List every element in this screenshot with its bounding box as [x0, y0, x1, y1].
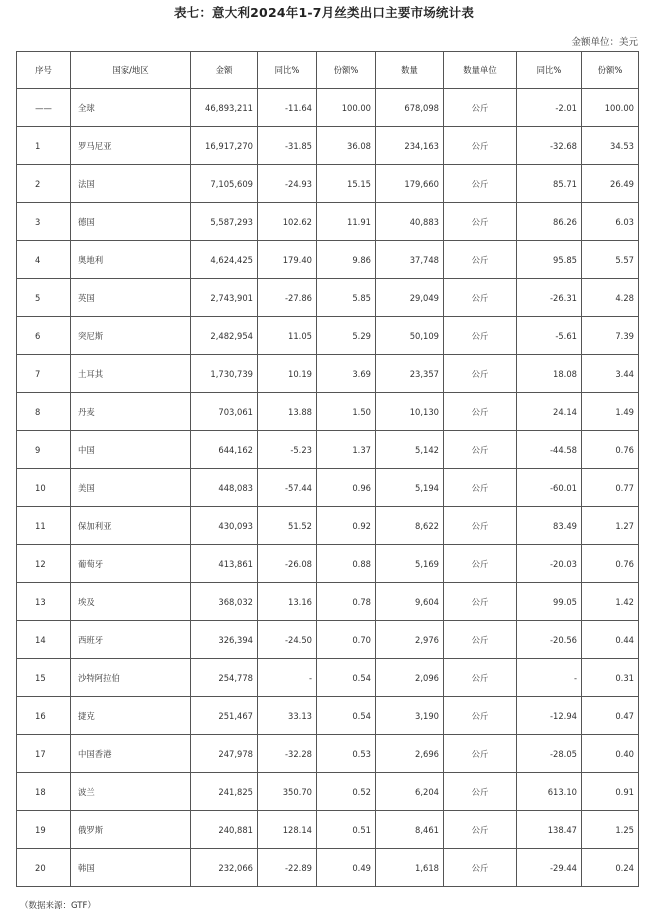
- row-index: 5: [17, 279, 71, 317]
- row-quantity-yoy: -20.56: [517, 621, 582, 659]
- row-amount-yoy: 13.88: [258, 393, 317, 431]
- row-amount-yoy: -31.85: [258, 127, 317, 165]
- row-quantity-share: 0.76: [582, 431, 639, 469]
- row-country: 英国: [71, 279, 191, 317]
- row-quantity-share: 1.42: [582, 583, 639, 621]
- row-amount-share: 0.52: [317, 773, 376, 811]
- row-index: 14: [17, 621, 71, 659]
- table-row: [17, 355, 639, 393]
- row-quantity: 2,696: [376, 735, 444, 773]
- row-amount: 2,743,901: [191, 279, 258, 317]
- row-quantity-yoy: -26.31: [517, 279, 582, 317]
- row-amount-share: 0.78: [317, 583, 376, 621]
- row-country: 法国: [71, 165, 191, 203]
- row-quantity-unit: 公斤: [444, 583, 517, 621]
- row-country: 突尼斯: [71, 317, 191, 355]
- row-amount: 448,083: [191, 469, 258, 507]
- row-quantity-share: 0.91: [582, 773, 639, 811]
- row-index: 17: [17, 735, 71, 773]
- row-quantity-yoy: 85.71: [517, 165, 582, 203]
- row-country: 保加利亚: [71, 507, 191, 545]
- table-row: [17, 393, 639, 431]
- row-country: 德国: [71, 203, 191, 241]
- row-quantity-unit: 公斤: [444, 89, 517, 127]
- row-country: 美国: [71, 469, 191, 507]
- row-quantity-share: 1.25: [582, 811, 639, 849]
- row-quantity-share: 34.53: [582, 127, 639, 165]
- row-index: 20: [17, 849, 71, 887]
- row-amount-share: 0.54: [317, 697, 376, 735]
- row-amount-yoy: 350.70: [258, 773, 317, 811]
- row-quantity: 5,142: [376, 431, 444, 469]
- row-country: 韩国: [71, 849, 191, 887]
- row-quantity-unit: 公斤: [444, 697, 517, 735]
- row-amount-yoy: 102.62: [258, 203, 317, 241]
- row-amount-share: 0.92: [317, 507, 376, 545]
- row-country: 土耳其: [71, 355, 191, 393]
- row-quantity: 1,618: [376, 849, 444, 887]
- row-quantity-yoy: -32.68: [517, 127, 582, 165]
- row-country: 俄罗斯: [71, 811, 191, 849]
- table-row: [17, 507, 639, 545]
- table-row: [17, 621, 639, 659]
- row-amount-yoy: -5.23: [258, 431, 317, 469]
- table-row: [17, 165, 639, 203]
- row-amount-yoy: -22.89: [258, 849, 317, 887]
- row-quantity-unit: 公斤: [444, 735, 517, 773]
- row-quantity-yoy: -2.01: [517, 89, 582, 127]
- row-quantity-yoy: 99.05: [517, 583, 582, 621]
- row-amount: 413,861: [191, 545, 258, 583]
- row-country: 西班牙: [71, 621, 191, 659]
- row-quantity-share: 7.39: [582, 317, 639, 355]
- table-row: [17, 241, 639, 279]
- row-amount: 7,105,609: [191, 165, 258, 203]
- row-quantity-yoy: -28.05: [517, 735, 582, 773]
- row-quantity: 8,461: [376, 811, 444, 849]
- table-row: [17, 773, 639, 811]
- data-source-note: （数据来源：GTF）: [20, 901, 96, 911]
- row-country: 罗马尼亚: [71, 127, 191, 165]
- row-quantity-yoy: 95.85: [517, 241, 582, 279]
- row-quantity-yoy: 18.08: [517, 355, 582, 393]
- row-quantity-share: 0.24: [582, 849, 639, 887]
- row-quantity: 5,169: [376, 545, 444, 583]
- row-quantity-unit: 公斤: [444, 203, 517, 241]
- header-quantity: 数量: [376, 52, 444, 89]
- row-index: 19: [17, 811, 71, 849]
- row-index: 8: [17, 393, 71, 431]
- row-index: 6: [17, 317, 71, 355]
- row-amount-yoy: 179.40: [258, 241, 317, 279]
- row-quantity-yoy: 613.10: [517, 773, 582, 811]
- row-amount-share: 0.70: [317, 621, 376, 659]
- row-amount-yoy: -27.86: [258, 279, 317, 317]
- row-amount: 254,778: [191, 659, 258, 697]
- row-amount: 4,624,425: [191, 241, 258, 279]
- row-amount: 232,066: [191, 849, 258, 887]
- row-quantity-yoy: -60.01: [517, 469, 582, 507]
- row-amount-yoy: 13.16: [258, 583, 317, 621]
- row-index: 3: [17, 203, 71, 241]
- row-index: 2: [17, 165, 71, 203]
- row-quantity-share: 1.27: [582, 507, 639, 545]
- row-quantity-share: 0.40: [582, 735, 639, 773]
- row-amount: 46,893,211: [191, 89, 258, 127]
- row-quantity: 9,604: [376, 583, 444, 621]
- row-amount: 241,825: [191, 773, 258, 811]
- row-country: 捷克: [71, 697, 191, 735]
- row-quantity-yoy: -20.03: [517, 545, 582, 583]
- row-index: 7: [17, 355, 71, 393]
- table-row: [17, 545, 639, 583]
- row-index: 11: [17, 507, 71, 545]
- table-row: [17, 735, 639, 773]
- row-index: ——: [17, 89, 71, 127]
- row-index: 4: [17, 241, 71, 279]
- table-row: [17, 659, 639, 697]
- row-quantity-unit: 公斤: [444, 849, 517, 887]
- row-quantity: 5,194: [376, 469, 444, 507]
- row-amount: 16,917,270: [191, 127, 258, 165]
- row-quantity-unit: 公斤: [444, 241, 517, 279]
- row-quantity-unit: 公斤: [444, 621, 517, 659]
- row-country: 埃及: [71, 583, 191, 621]
- row-quantity-unit: 公斤: [444, 355, 517, 393]
- row-quantity-unit: 公斤: [444, 165, 517, 203]
- table-row: [17, 849, 639, 887]
- row-index: 9: [17, 431, 71, 469]
- row-amount-share: 0.96: [317, 469, 376, 507]
- header-country: 国家/地区: [71, 52, 191, 89]
- row-quantity-unit: 公斤: [444, 773, 517, 811]
- row-amount: 247,978: [191, 735, 258, 773]
- row-country: 中国: [71, 431, 191, 469]
- row-quantity-unit: 公斤: [444, 659, 517, 697]
- market-stats-table: [16, 51, 639, 887]
- row-index: 16: [17, 697, 71, 735]
- row-quantity: 10,130: [376, 393, 444, 431]
- row-quantity: 29,049: [376, 279, 444, 317]
- row-quantity-yoy: -12.94: [517, 697, 582, 735]
- row-quantity: 2,096: [376, 659, 444, 697]
- row-quantity-share: 0.76: [582, 545, 639, 583]
- row-quantity-share: 0.44: [582, 621, 639, 659]
- row-country: 波兰: [71, 773, 191, 811]
- table-row: [17, 89, 639, 127]
- row-quantity: 37,748: [376, 241, 444, 279]
- row-amount-yoy: 128.14: [258, 811, 317, 849]
- row-quantity: 179,660: [376, 165, 444, 203]
- table-row: [17, 203, 639, 241]
- row-amount-yoy: -57.44: [258, 469, 317, 507]
- row-amount-yoy: -24.50: [258, 621, 317, 659]
- row-quantity-yoy: -44.58: [517, 431, 582, 469]
- row-quantity-unit: 公斤: [444, 393, 517, 431]
- row-amount-share: 1.50: [317, 393, 376, 431]
- row-quantity: 23,357: [376, 355, 444, 393]
- row-quantity: 50,109: [376, 317, 444, 355]
- row-country: 中国香港: [71, 735, 191, 773]
- row-quantity-share: 4.28: [582, 279, 639, 317]
- row-amount-share: 1.37: [317, 431, 376, 469]
- row-country: 葡萄牙: [71, 545, 191, 583]
- page-title: 表七：意大利2024年1-7月丝类出口主要市场统计表: [173, 5, 475, 20]
- row-index: 18: [17, 773, 71, 811]
- row-quantity: 40,883: [376, 203, 444, 241]
- row-index: 1: [17, 127, 71, 165]
- row-quantity-yoy: 83.49: [517, 507, 582, 545]
- header-quantity-share: 份额%: [582, 52, 639, 89]
- row-quantity-share: 26.49: [582, 165, 639, 203]
- row-index: 10: [17, 469, 71, 507]
- row-quantity-yoy: -5.61: [517, 317, 582, 355]
- row-amount-yoy: -24.93: [258, 165, 317, 203]
- row-quantity: 8,622: [376, 507, 444, 545]
- row-amount-share: 0.53: [317, 735, 376, 773]
- row-amount: 326,394: [191, 621, 258, 659]
- header-quantity-yoy: 同比%: [517, 52, 582, 89]
- row-quantity-unit: 公斤: [444, 279, 517, 317]
- row-amount-yoy: -26.08: [258, 545, 317, 583]
- row-amount-share: 0.88: [317, 545, 376, 583]
- row-quantity: 2,976: [376, 621, 444, 659]
- row-amount-share: 0.49: [317, 849, 376, 887]
- row-quantity-yoy: 138.47: [517, 811, 582, 849]
- row-quantity-share: 100.00: [582, 89, 639, 127]
- header-index: 序号: [17, 52, 71, 89]
- row-amount-share: 15.15: [317, 165, 376, 203]
- row-amount-share: 5.85: [317, 279, 376, 317]
- row-quantity-share: 1.49: [582, 393, 639, 431]
- header-amount-yoy: 同比%: [258, 52, 317, 89]
- table-row: [17, 127, 639, 165]
- row-amount: 5,587,293: [191, 203, 258, 241]
- row-quantity-unit: 公斤: [444, 469, 517, 507]
- header-amount: 金额: [191, 52, 258, 89]
- row-quantity-unit: 公斤: [444, 431, 517, 469]
- row-amount: 1,730,739: [191, 355, 258, 393]
- table-header-row: [17, 52, 639, 89]
- row-quantity-yoy: 24.14: [517, 393, 582, 431]
- unit-note: 金额单位：美元: [571, 37, 638, 48]
- row-quantity-yoy: 86.26: [517, 203, 582, 241]
- row-quantity-share: 0.77: [582, 469, 639, 507]
- row-quantity: 678,098: [376, 89, 444, 127]
- row-amount-yoy: -11.64: [258, 89, 317, 127]
- row-amount: 703,061: [191, 393, 258, 431]
- row-amount-share: 5.29: [317, 317, 376, 355]
- row-amount-share: 9.86: [317, 241, 376, 279]
- row-amount: 430,093: [191, 507, 258, 545]
- table-row: [17, 317, 639, 355]
- row-quantity-unit: 公斤: [444, 317, 517, 355]
- row-quantity: 234,163: [376, 127, 444, 165]
- row-quantity: 3,190: [376, 697, 444, 735]
- row-quantity-yoy: -29.44: [517, 849, 582, 887]
- row-index: 13: [17, 583, 71, 621]
- row-amount-yoy: -32.28: [258, 735, 317, 773]
- row-quantity-share: 0.47: [582, 697, 639, 735]
- row-amount-yoy: 51.52: [258, 507, 317, 545]
- row-amount-share: 11.91: [317, 203, 376, 241]
- row-country: 全球: [71, 89, 191, 127]
- row-quantity-share: 3.44: [582, 355, 639, 393]
- table-row: [17, 279, 639, 317]
- row-amount: 368,032: [191, 583, 258, 621]
- row-amount: 251,467: [191, 697, 258, 735]
- row-quantity-unit: 公斤: [444, 811, 517, 849]
- row-quantity-unit: 公斤: [444, 545, 517, 583]
- row-amount: 240,881: [191, 811, 258, 849]
- table-row: [17, 583, 639, 621]
- row-amount-share: 3.69: [317, 355, 376, 393]
- header-quantity-unit: 数量单位: [444, 52, 517, 89]
- table-row: [17, 811, 639, 849]
- row-quantity-unit: 公斤: [444, 127, 517, 165]
- row-amount-yoy: 11.05: [258, 317, 317, 355]
- row-amount-share: 100.00: [317, 89, 376, 127]
- row-index: 12: [17, 545, 71, 583]
- row-country: 奥地利: [71, 241, 191, 279]
- table-row: [17, 431, 639, 469]
- row-quantity-unit: 公斤: [444, 507, 517, 545]
- row-amount: 644,162: [191, 431, 258, 469]
- row-country: 丹麦: [71, 393, 191, 431]
- row-index: 15: [17, 659, 71, 697]
- row-amount-yoy: -: [258, 659, 317, 697]
- row-amount-share: 36.08: [317, 127, 376, 165]
- row-amount-share: 0.51: [317, 811, 376, 849]
- table-row: [17, 697, 639, 735]
- row-amount-yoy: 33.13: [258, 697, 317, 735]
- row-quantity-share: 5.57: [582, 241, 639, 279]
- header-amount-share: 份额%: [317, 52, 376, 89]
- row-quantity: 6,204: [376, 773, 444, 811]
- row-amount-share: 0.54: [317, 659, 376, 697]
- row-quantity-share: 0.31: [582, 659, 639, 697]
- table-row: [17, 469, 639, 507]
- row-amount: 2,482,954: [191, 317, 258, 355]
- row-quantity-yoy: -: [517, 659, 582, 697]
- row-country: 沙特阿拉伯: [71, 659, 191, 697]
- row-quantity-share: 6.03: [582, 203, 639, 241]
- row-amount-yoy: 10.19: [258, 355, 317, 393]
